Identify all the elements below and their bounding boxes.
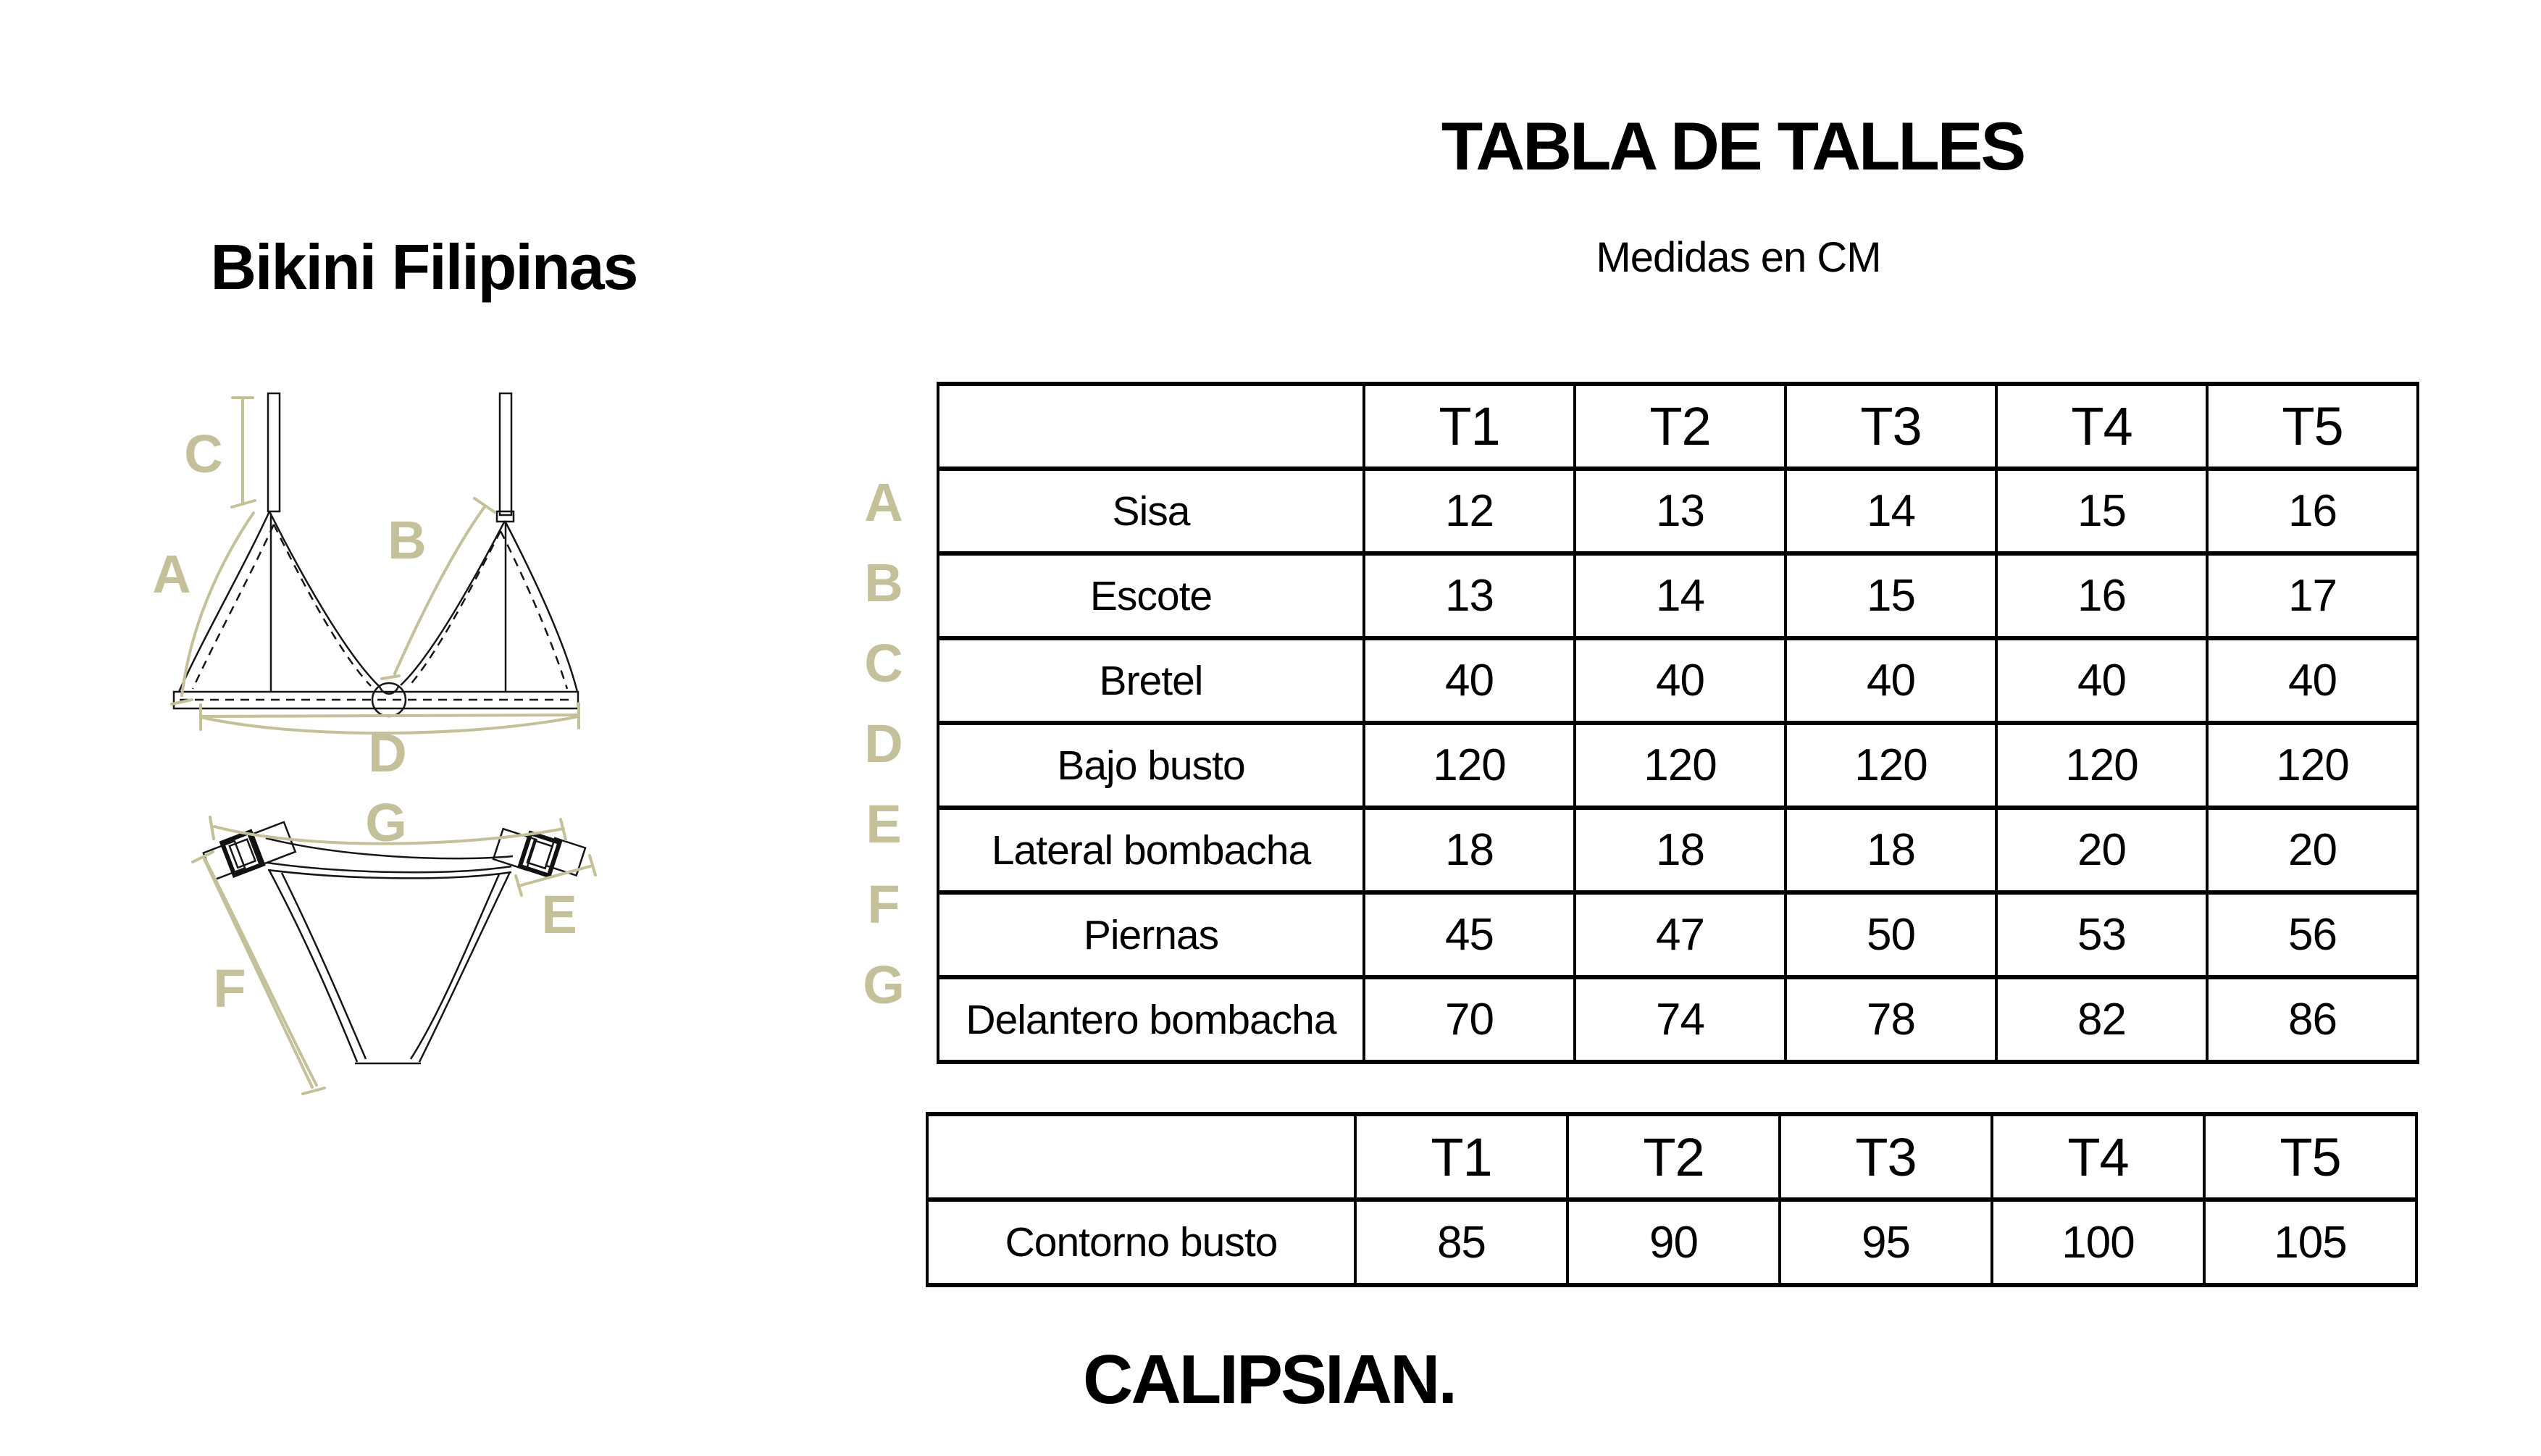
size-cell-E-T3: 18 [1786,808,1996,892]
size-row-B [938,553,2418,638]
row-letter-E: E [866,793,902,854]
size-cell-D-T2: 120 [1575,723,1786,808]
bust-cell-Contorno busto-T2: 90 [1567,1200,1780,1285]
size-cell-A-T4: 15 [1996,469,2207,553]
size-cell-F-T1: 45 [1364,892,1575,977]
bust-corner-cell [927,1114,1355,1200]
size-cell-F-T4: 53 [1996,892,2207,977]
bikini-bottom-diagram [193,792,595,1094]
bust-row-label: Contorno busto [927,1200,1355,1285]
left-strap [268,393,280,511]
size-row-G [938,977,2418,1062]
bust-cell-Contorno busto-T5: 105 [2204,1200,2416,1285]
size-table [937,382,2419,1064]
diagram-label-F: F [213,958,246,1018]
size-row-label: Escote [938,553,1364,638]
size-cell-A-T1: 12 [1364,469,1575,553]
size-cell-C-T1: 40 [1364,638,1575,723]
bust-col-T2: T2 [1567,1114,1780,1200]
size-cell-D-T1: 120 [1364,723,1575,808]
chart-title: TABLA DE TALLES [1441,108,2025,184]
size-row-D [938,723,2418,808]
diagram-label-C: C [184,424,223,484]
diagram-label-D: D [368,723,407,783]
size-cell-C-T3: 40 [1786,638,1996,723]
size-cell-E-T4: 20 [1996,808,2207,892]
size-cell-B-T4: 16 [1996,553,2207,638]
size-cell-C-T5: 40 [2207,638,2418,723]
bust-cell-Contorno busto-T1: 85 [1355,1200,1567,1285]
bust-col-T3: T3 [1780,1114,1992,1200]
right-strap [500,393,511,515]
row-letter-D: D [864,713,903,774]
size-cell-D-T4: 120 [1996,723,2207,808]
measure-line-A [172,513,254,704]
diagram-label-B: B [388,510,427,570]
size-cell-A-T5: 16 [2207,469,2418,553]
bust-cell-Contorno busto-T4: 100 [1992,1200,2204,1285]
size-cell-C-T4: 40 [1996,638,2207,723]
size-col-T1: T1 [1364,384,1575,469]
size-row-label: Sisa [938,469,1364,553]
size-cell-E-T5: 20 [2207,808,2418,892]
size-col-T4: T4 [1996,384,2207,469]
size-row-C [938,638,2418,723]
size-cell-G-T1: 70 [1364,977,1575,1062]
size-cell-G-T2: 74 [1575,977,1786,1062]
size-cell-E-T1: 18 [1364,808,1575,892]
chart-subtitle: Medidas en CM [1596,234,1881,281]
size-cell-B-T3: 15 [1786,553,1996,638]
size-row-label: Bretel [938,638,1364,723]
diagram-label-E: E [541,884,577,945]
size-cell-G-T4: 82 [1996,977,2207,1062]
size-cell-E-T2: 18 [1575,808,1786,892]
row-letter-B: B [864,552,903,613]
measure-line-F [193,852,325,1094]
bikini-top-diagram [152,393,579,783]
size-row-label: Lateral bombacha [938,808,1364,892]
brand-logo: CALIPSIAN. [1082,1341,1456,1418]
size-cell-F-T3: 50 [1786,892,1996,977]
size-cell-A-T2: 13 [1575,469,1786,553]
size-header-row [938,384,2418,469]
bust-table [926,1112,2418,1287]
size-cell-A-T3: 14 [1786,469,1996,553]
size-cell-B-T2: 14 [1575,553,1786,638]
size-row-label: Piernas [938,892,1364,977]
size-row-label: Bajo busto [938,723,1364,808]
bust-col-T4: T4 [1992,1114,2204,1200]
size-row-label: Delantero bombacha [938,977,1364,1062]
row-letter-G: G [863,954,905,1015]
product-title: Bikini Filipinas [210,231,637,303]
bust-col-T1: T1 [1355,1114,1567,1200]
size-cell-B-T5: 17 [2207,553,2418,638]
size-col-T5: T5 [2207,384,2418,469]
size-col-T2: T2 [1575,384,1786,469]
diagram-label-G: G [365,792,407,853]
size-col-T3: T3 [1786,384,1996,469]
size-row-F [938,892,2418,977]
row-letter-A: A [864,472,903,532]
size-cell-F-T5: 56 [2207,892,2418,977]
row-letter-F: F [867,874,900,934]
bust-row-Contorno busto [927,1200,2416,1285]
garment-measure-diagram [130,377,623,1253]
size-row-A [938,469,2418,553]
size-cell-C-T2: 40 [1575,638,1786,723]
size-cell-D-T3: 120 [1786,723,1996,808]
bust-col-T5: T5 [2204,1114,2416,1200]
size-row-E [938,808,2418,892]
measure-line-C [232,398,255,507]
size-cell-D-T5: 120 [2207,723,2418,808]
size-cell-G-T5: 86 [2207,977,2418,1062]
size-cell-B-T1: 13 [1364,553,1575,638]
size-cell-F-T2: 47 [1575,892,1786,977]
bust-cell-Contorno busto-T3: 95 [1780,1200,1992,1285]
diagram-label-A: A [152,544,191,604]
bust-header-row [927,1114,2416,1200]
size-corner-cell [938,384,1364,469]
size-cell-G-T3: 78 [1786,977,1996,1062]
row-letter-C: C [864,632,903,693]
